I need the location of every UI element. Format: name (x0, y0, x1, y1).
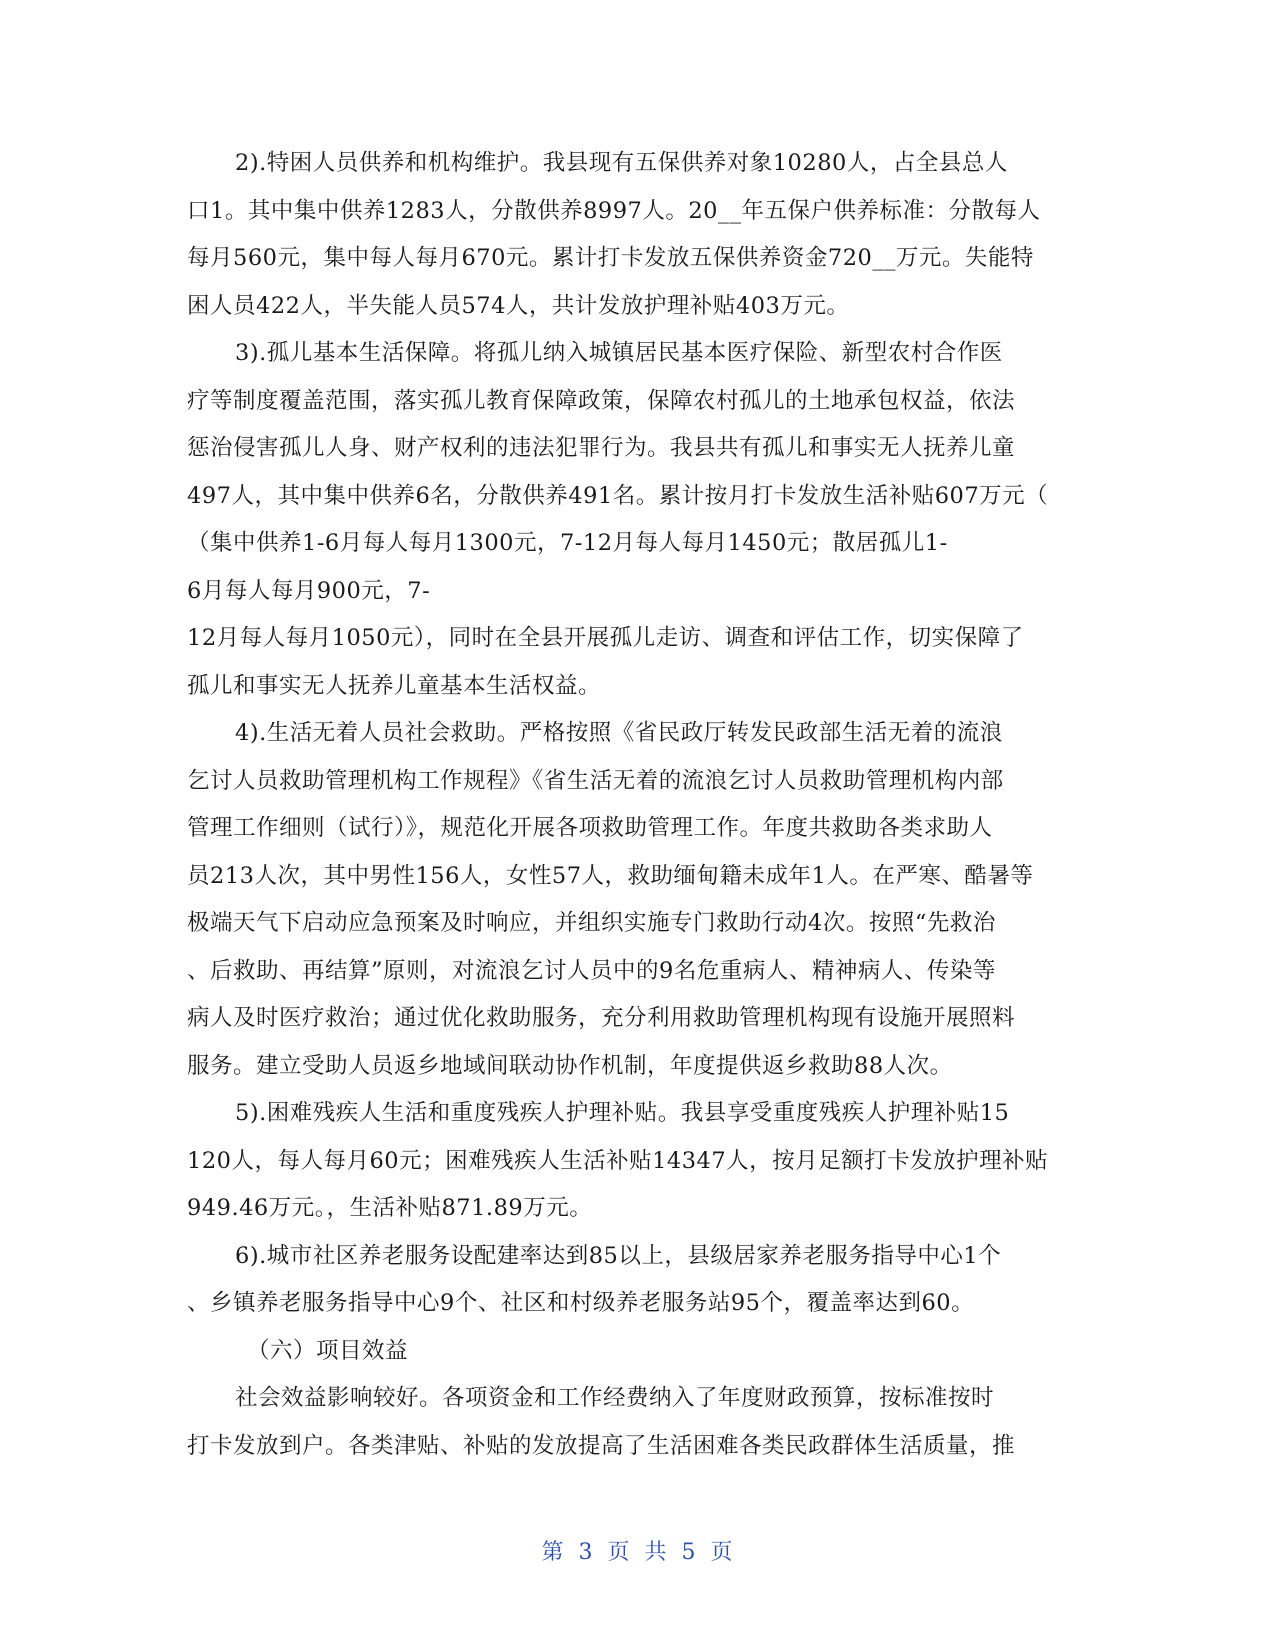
text-line: 员213人次，其中男性156人，女性57人，救助缅甸籍未成年1人。在严寒、酷暑等 (187, 862, 1034, 889)
paragraph-disabled (187, 1090, 1082, 1233)
text-line: 社会效益影响较好。各项资金和工作经费纳入了年度财政预算，按标准按时 (235, 1385, 995, 1411)
text-line: 12月每人每月1050元），同时在全县开展孤儿走访、调查和评估工作，切实保障了 (187, 625, 1024, 651)
text-line: 4).生活无着人员社会救助。严格按照《省民政厅转发民政部生活无着的流浪 (235, 720, 1003, 746)
section-heading (187, 1328, 1082, 1376)
text-line: 乞讨人员救助管理机构工作规程》《省生活无着的流浪乞讨人员救助管理机构内部 (187, 767, 1004, 794)
current-page-number: 3 (578, 1540, 594, 1565)
text-line: 病人及时医疗救治；通过优化救助服务，充分利用救助管理机构现有设施开展照料 (187, 1005, 1016, 1031)
paragraph-vagrants (187, 710, 1082, 1090)
text-line: （集中供养1-6月每人每月1300元，7-12月每人每月1450元；散居孤儿1- (187, 530, 948, 556)
text-line: 2).特困人员供养和机构维护。我县现有五保供养对象10280人，占全县总人 (235, 150, 1008, 176)
heading-text: （六）项目效益 (247, 1337, 409, 1364)
text-line: 、后救助、再结算”原则，对流浪乞讨人员中的9名危重病人、精神病人、传染等 (187, 957, 996, 984)
text-line: 惩治侵害孤儿人身、财产权利的违法犯罪行为。我县共有孤儿和事实无人抚养儿童 (187, 435, 1016, 461)
text-line: 极端天气下启动应急预案及时响应，并组织实施专门救助行动4次。按照“先救治 (187, 910, 996, 936)
footer-suffix: 页 (710, 1540, 734, 1565)
text-line: 口1。其中集中供养1283人，分散供养8997人。20__年五保户供养标准：分散每人 (187, 197, 1041, 224)
text-line: 打卡发放到户。各类津贴、补贴的发放提高了生活困难各类民政群体生活质量，推 (187, 1432, 1016, 1459)
text-line: 6月每人每月900元，7- (187, 577, 431, 604)
paragraph-elderly-care (187, 1233, 1082, 1328)
text-line: 服务。建立受助人员返乡地域间联动协作机制，年度提供返乡救助88人次。 (187, 1052, 953, 1079)
text-line: 孤儿和事实无人抚养儿童基本生活权益。 (187, 672, 602, 699)
total-page-count: 5 (681, 1540, 697, 1565)
paragraph-project-benefits (187, 1375, 1082, 1470)
page-number-footer (0, 1535, 1275, 1566)
text-line: 3).孤儿基本生活保障。将孤儿纳入城镇居民基本医疗保险、新型农村合作医 (235, 340, 1003, 366)
text-line: 497人，其中集中供养6名，分散供养491名。累计按月打卡发放生活补贴607万元（ (187, 482, 1049, 509)
paragraph-orphans (187, 330, 1082, 710)
text-line: 5).困难残疾人生活和重度残疾人护理补贴。我县享受重度残疾人护理补贴15 (235, 1100, 1010, 1126)
text-line: 管理工作细则（试行）》，规范化开展各项救助管理工作。年度共救助各类求助人 (187, 815, 993, 841)
text-line: 困人员422人，半失能人员574人，共计发放护理补贴403万元。 (187, 292, 850, 319)
document-body (187, 140, 1082, 1470)
text-line: 120人，每人每月60元；困难残疾人生活补贴14347人，按月足额打卡发放护理补贴 (187, 1147, 1049, 1174)
text-line: 949.46万元。，生活补贴871.89万元。 (187, 1195, 593, 1221)
footer-total-prefix: 共 (644, 1540, 668, 1565)
text-line: 6).城市社区养老服务设配建率达到85以上，县级居家养老服务指导中心1个 (235, 1242, 1002, 1269)
footer-page-word: 页 (607, 1540, 631, 1565)
paragraph-special-hardship (187, 140, 1082, 330)
text-line: 疗等制度覆盖范围，落实孤儿教育保障政策，保障农村孤儿的土地承包权益，依法 (187, 387, 1016, 414)
footer-prefix: 第 (541, 1540, 565, 1565)
text-line: 、乡镇养老服务指导中心9个、社区和村级养老服务站95个，覆盖率达到60。 (187, 1290, 975, 1316)
text-line: 每月560元，集中每人每月670元。累计打卡发放五保供养资金720__万元。失能特 (187, 245, 1034, 271)
